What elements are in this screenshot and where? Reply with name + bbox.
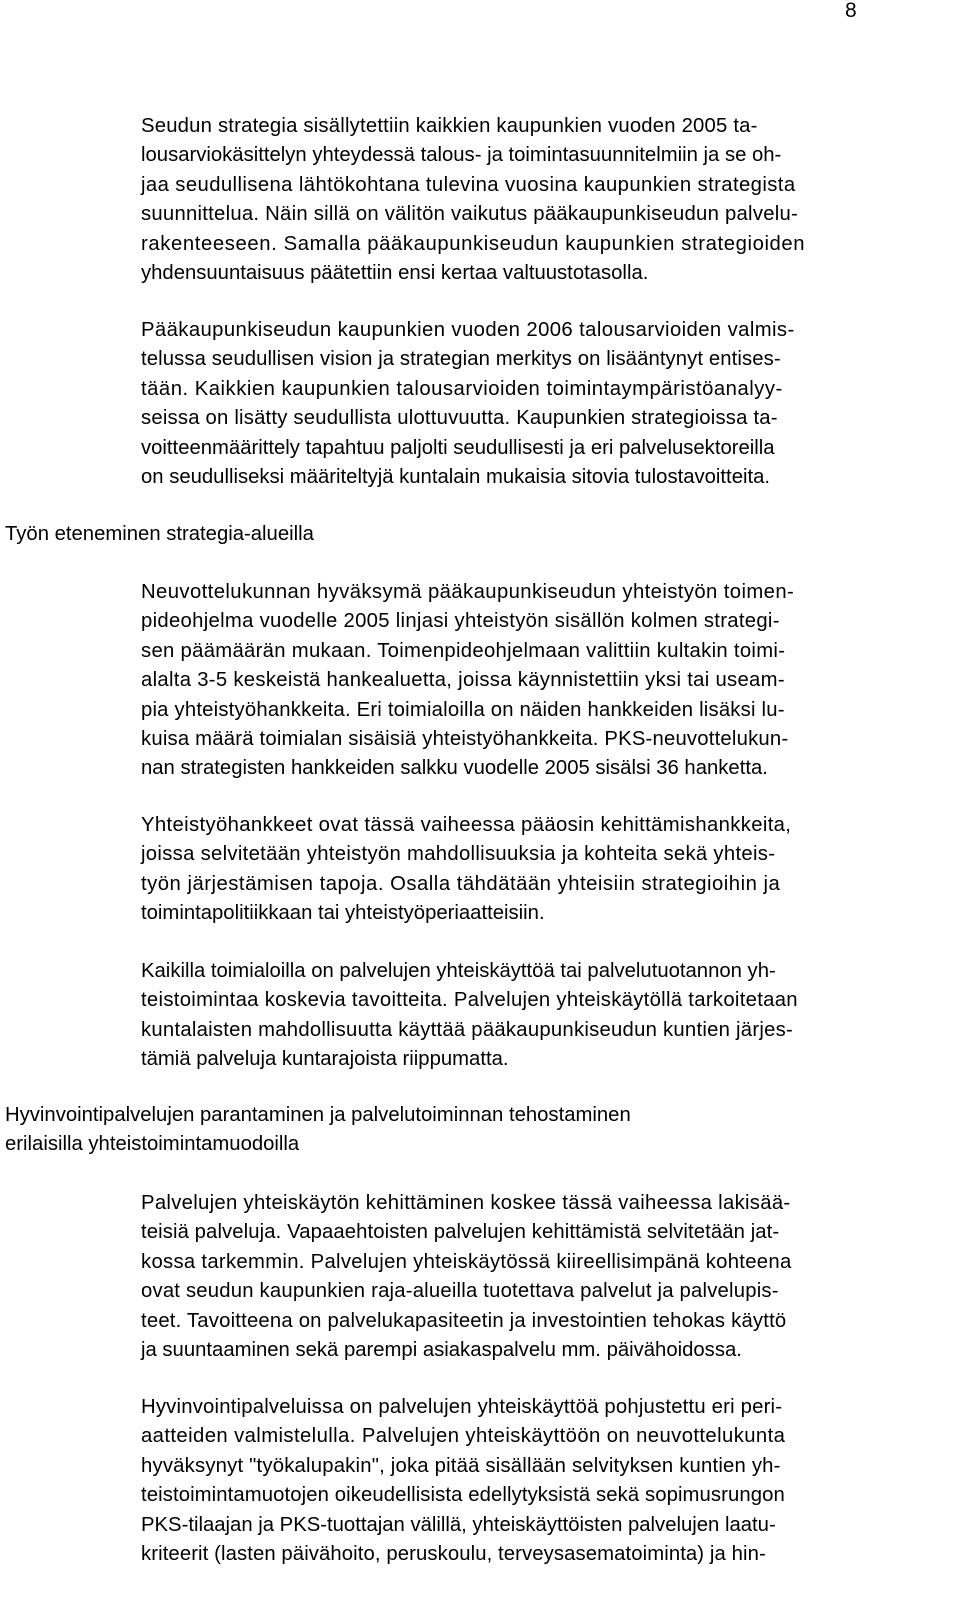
- text-line: nan strategisten hankkeiden salkku vuodelle 2005 sisälsi 36 hanketta.: [141, 757, 768, 780]
- text-line: suunnittelua. Näin sillä on välitön vaikutus pääkaupunkiseudun palvelu-: [141, 203, 799, 226]
- text-line: Kaikilla toimialoilla on palvelujen yhteiskäyttöä tai palvelutuotannon yh-: [141, 960, 776, 982]
- text-line: kossa tarkemmin. Palvelujen yhteiskäytössä kiireellisimpänä kohteena: [141, 1250, 792, 1273]
- section-heading: [5, 520, 314, 549]
- text-line: jaa seudullisena lähtökohtana tulevina vuosina kaupunkien strategista: [141, 173, 796, 196]
- text-line: ovat seudun kaupunkien raja-alueilla tuotettava palvelut ja palvelupis-: [141, 1280, 779, 1303]
- text-line: kuntalaisten mahdollisuutta käyttää pääkaupunkiseudun kuntien järjes-: [141, 1018, 794, 1041]
- text-line: Hyvinvointipalveluissa on palvelujen yhteiskäyttöä pohjustettu eri peri-: [141, 1396, 783, 1418]
- text-line: työn järjestämisen tapoja. Osalla tähdätään yhteisiin strategioihin ja: [141, 872, 781, 895]
- text-line: voitteenmäärittely tapahtuu paljolti seudullisesti ja eri palvelusektoreilla: [141, 436, 775, 459]
- paragraph: [141, 112, 805, 288]
- text-line: teet. Tavoitteena on palvelukapasiteetin ja investointien tehokas käyttö: [141, 1309, 787, 1332]
- text-line: Neuvottelukunnan hyväksymä pääkaupunkiseudun yhteistyön toimen-: [141, 581, 795, 603]
- paragraph: [141, 578, 794, 784]
- text-line: pideohjelma vuodelle 2005 linjasi yhteistyön sisällön kolmen strategi-: [141, 610, 780, 633]
- page-number: 8: [845, 0, 857, 22]
- text-line: kuisa määrä toimialan sisäisiä yhteistyöhankkeita. PKS-neuvottelukun-: [141, 728, 789, 751]
- text-line: sen päämäärän mukaan. Toimenpideohjelmaan valittiin kultakin toimi-: [141, 639, 786, 662]
- text-line: on seudulliseksi määriteltyjä kuntalain mukaisia sitovia tulostavoitteita.: [141, 466, 771, 489]
- text-line: kriteerit (lasten päivähoito, peruskoulu, terveysasematoiminta) ja hin-: [141, 1543, 766, 1566]
- text-line: pia yhteistyöhankkeita. Eri toimialoilla on näiden hankkeiden lisäksi lu-: [141, 698, 785, 721]
- text-line: alalta 3-5 keskeistä hankealuetta, joissa käynnistettiin yksi tai useam-: [141, 669, 785, 692]
- heading-line: Hyvinvointipalvelujen parantaminen ja palvelutoiminnan tehostaminen: [5, 1104, 631, 1126]
- text-line: rakenteeseen. Samalla pääkaupunkiseudun kaupunkien strategioiden: [141, 232, 806, 255]
- text-line: tämiä palveluja kuntarajoista riippumatta.: [141, 1048, 509, 1071]
- paragraph: [141, 1189, 792, 1365]
- text-line: ja suuntaaminen sekä parempi asiakaspalvelu mm. päivähoidossa.: [141, 1339, 742, 1362]
- text-line: Pääkaupunkiseudun kaupunkien vuoden 2006 talousarvioiden valmis-: [141, 319, 795, 341]
- paragraph: [141, 957, 798, 1075]
- paragraph: [141, 1393, 785, 1569]
- text-line: joissa selvitetään yhteistyön mahdollisuuksia ja kohteita sekä yhteis-: [141, 843, 776, 866]
- section-heading: [5, 1101, 631, 1160]
- paragraph: [141, 316, 795, 492]
- text-line: seissa on lisätty seudullista ulottuvuutta. Kaupunkien strategioissa ta-: [141, 407, 778, 430]
- text-line: hyväksynyt "työkalupakin", joka pitää sisällään selvityksen kuntien yh-: [141, 1454, 781, 1477]
- text-line: Yhteistyöhankkeet ovat tässä vaiheessa pääosin kehittämishankkeita,: [141, 814, 792, 836]
- paragraph: [141, 811, 791, 929]
- text-line: yhdensuuntaisuus päätettiin ensi kertaa valtuustotasolla.: [141, 262, 649, 285]
- text-line: lousarviokäsittelyn yhteydessä talous- ja toimintasuunnitelmiin ja se oh-: [141, 144, 782, 167]
- text-line: Palvelujen yhteiskäytön kehittäminen koskee tässä vaiheessa lakisää-: [141, 1192, 791, 1214]
- text-line: telussa seudullisen vision ja strategian merkitys on lisääntynyt entises-: [141, 348, 781, 371]
- text-line: tään. Kaikkien kaupunkien talousarvioiden toimintaympäristöanalyy-: [141, 377, 783, 400]
- text-line: aatteiden valmistelulla. Palvelujen yhteiskäyttöön on neuvottelukunta: [141, 1425, 786, 1448]
- text-line: teistoimintaa koskevia tavoitteita. Palvelujen yhteiskäytöllä tarkoitetaan: [141, 989, 798, 1012]
- text-line: toimintapolitiikkaan tai yhteistyöperiaatteisiin.: [141, 902, 545, 925]
- text-line: teisiä palveluja. Vapaaehtoisten palvelujen kehittämistä selvitetään jat-: [141, 1221, 780, 1244]
- text-line: Seudun strategia sisällytettiin kaikkien kaupunkien vuoden 2005 ta-: [141, 115, 758, 137]
- heading-line: Työn eteneminen strategia-alueilla: [5, 523, 314, 545]
- text-line: teistoimintamuotojen oikeudellisista edellytyksistä sekä sopimusrungon: [141, 1484, 785, 1507]
- heading-line: erilaisilla yhteistoimintamuodoilla: [5, 1133, 300, 1156]
- text-line: PKS-tilaajan ja PKS-tuottajan välillä, yhteiskäyttöisten palvelujen laatu-: [141, 1513, 776, 1536]
